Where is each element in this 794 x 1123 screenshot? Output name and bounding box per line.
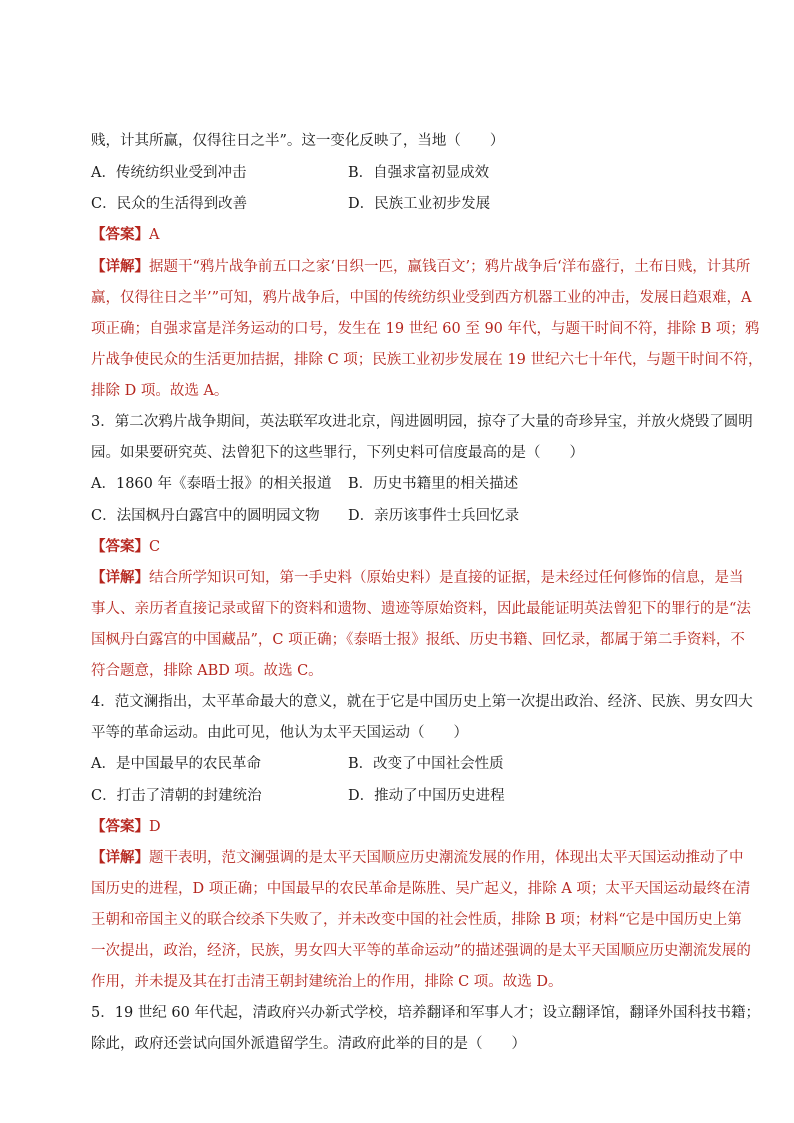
q4-option-a: A．是中国最早的农民革命 bbox=[91, 756, 261, 772]
q2-option-a: A．传统纺织业受到冲击 bbox=[91, 165, 247, 181]
q2-answer-line bbox=[91, 225, 159, 245]
q3-option-b: B．历史书籍里的相关描述 bbox=[348, 476, 519, 492]
q3-detail-line-1 bbox=[91, 568, 744, 588]
q4-stem-line-1: 4．范文澜指出，太平革命最大的意义，就在于它是中国历史上第一次提出政治、经济、民族、男女四大 bbox=[91, 694, 753, 710]
q4-stem-line-2: 平等的革命运动。由此可见，他认为太平天国运动（ ） bbox=[91, 725, 468, 741]
q2-option-d: D．民族工业初步发展 bbox=[348, 196, 491, 212]
detail-label: 【详解】 bbox=[91, 849, 149, 866]
q3-answer-line bbox=[91, 537, 160, 557]
detail-text: 结合所学知识可知，第一手史料（原始史料）是直接的证据，是未经过任何修饰的信息，是当 bbox=[149, 570, 744, 586]
q3-detail-line-2: 事人、亲历者直接记录或留下的资料和遗物、遗迹等原始资料，因此最能证明英法曾犯下的罪行的是“法 bbox=[91, 601, 751, 617]
q4-answer-line bbox=[91, 817, 161, 837]
detail-label: 【详解】 bbox=[91, 258, 149, 275]
answer-label: 【答案】 bbox=[91, 226, 149, 243]
answer-value: D bbox=[149, 819, 161, 835]
q4-option-c: C．打击了清朝的封建统治 bbox=[91, 788, 262, 804]
detail-text: 据题干“鸦片战争前五口之家‘日织一匹，赢钱百文’；鸦片战争后‘洋布盛行，土布日贱，计其所 bbox=[149, 259, 751, 275]
answer-label: 【答案】 bbox=[91, 538, 149, 555]
q4-detail-line-3: 王朝和帝国主义的联合绞杀下失败了，并未改变中国的社会性质，排除 B 项；材料“它是中国历史上第 bbox=[91, 912, 742, 928]
q4-detail-line-4: 一次提出，政治，经济，民族，男女四大平等的革命运动”的描述强调的是太平天国顺应历史潮流发展的 bbox=[91, 943, 751, 959]
q3-option-d: D．亲历该事件士兵回忆录 bbox=[348, 508, 520, 524]
q4-detail-line-2: 国历史的进程，D 项正确；中国最早的农民革命是陈胜、吴广起义，排除 A 项；太平天国运动最终在清 bbox=[91, 881, 751, 897]
q2-detail-line-3: 项正确；自强求富是洋务运动的口号，发生在 19 世纪 60 至 90 年代，与题干时间不符，排除 B 项；鸦 bbox=[91, 321, 760, 337]
q4-detail-line-1 bbox=[91, 848, 744, 868]
q3-option-c: C．法国枫丹白露宫中的圆明园文物 bbox=[91, 508, 320, 524]
q3-option-a: A．1860 年《泰晤士报》的相关报道 bbox=[91, 476, 332, 492]
q3-detail-line-4: 符合题意，排除 ABD 项。故选 C。 bbox=[91, 663, 323, 679]
q3-stem-line-1: 3．第二次鸦片战争期间，英法联军攻进北京，闯进圆明园，掠夺了大量的奇珍异宝，并放火烧毁了圆明 bbox=[91, 414, 753, 430]
q4-option-d: D．推动了中国历史进程 bbox=[348, 788, 505, 804]
detail-label: 【详解】 bbox=[91, 569, 149, 586]
q2-stem-tail: 贱，计其所赢，仅得往日之半”。这一变化反映了，当地（ ） bbox=[91, 133, 505, 149]
detail-text: 题干表明，范文澜强调的是太平天国顺应历史潮流发展的作用，体现出太平天国运动推动了中 bbox=[149, 850, 744, 866]
answer-value: A bbox=[149, 227, 160, 243]
q3-detail-line-3: 国枫丹白露宫的中国藏品”，C 项正确；《泰晤士报》报纸、历史书籍、回忆录，都属于第二手资料，不 bbox=[91, 632, 745, 648]
q2-detail-line-2: 赢，仅得往日之半’”可知，鸦片战争后，中国的传统纺织业受到西方机器工业的冲击，发展日趋艰难，A bbox=[91, 290, 752, 306]
q5-stem-line-1: 5．19 世纪 60 年代起，清政府兴办新式学校，培养翻译和军事人才；设立翻译馆，翻译外国科技书籍； bbox=[91, 1005, 760, 1021]
q2-detail-line-5: 排除 D 项。故选 A。 bbox=[91, 383, 229, 399]
q4-option-b: B．改变了中国社会性质 bbox=[348, 756, 504, 772]
q3-stem-line-2: 园。如果要研究英、法曾犯下的这些罪行，下列史料可信度最高的是（ ） bbox=[91, 445, 584, 461]
q2-option-c: C．民众的生活得到改善 bbox=[91, 196, 248, 212]
q2-detail-line-4: 片战争使民众的生活更加拮据，排除 C 项；民族工业初步发展在 19 世纪六七十年代，与题干时间不符， bbox=[91, 352, 763, 368]
answer-label: 【答案】 bbox=[91, 818, 149, 835]
q4-detail-line-5: 作用，并未提及其在打击清王朝封建统治上的作用，排除 C 项。故选 D。 bbox=[91, 974, 563, 990]
q5-stem-line-2: 除此，政府还尝试向国外派遣留学生。清政府此举的目的是（ ） bbox=[91, 1036, 526, 1052]
answer-value: C bbox=[149, 539, 161, 555]
q2-detail-line-1 bbox=[91, 257, 750, 277]
q2-option-b: B．自强求富初显成效 bbox=[348, 165, 490, 181]
